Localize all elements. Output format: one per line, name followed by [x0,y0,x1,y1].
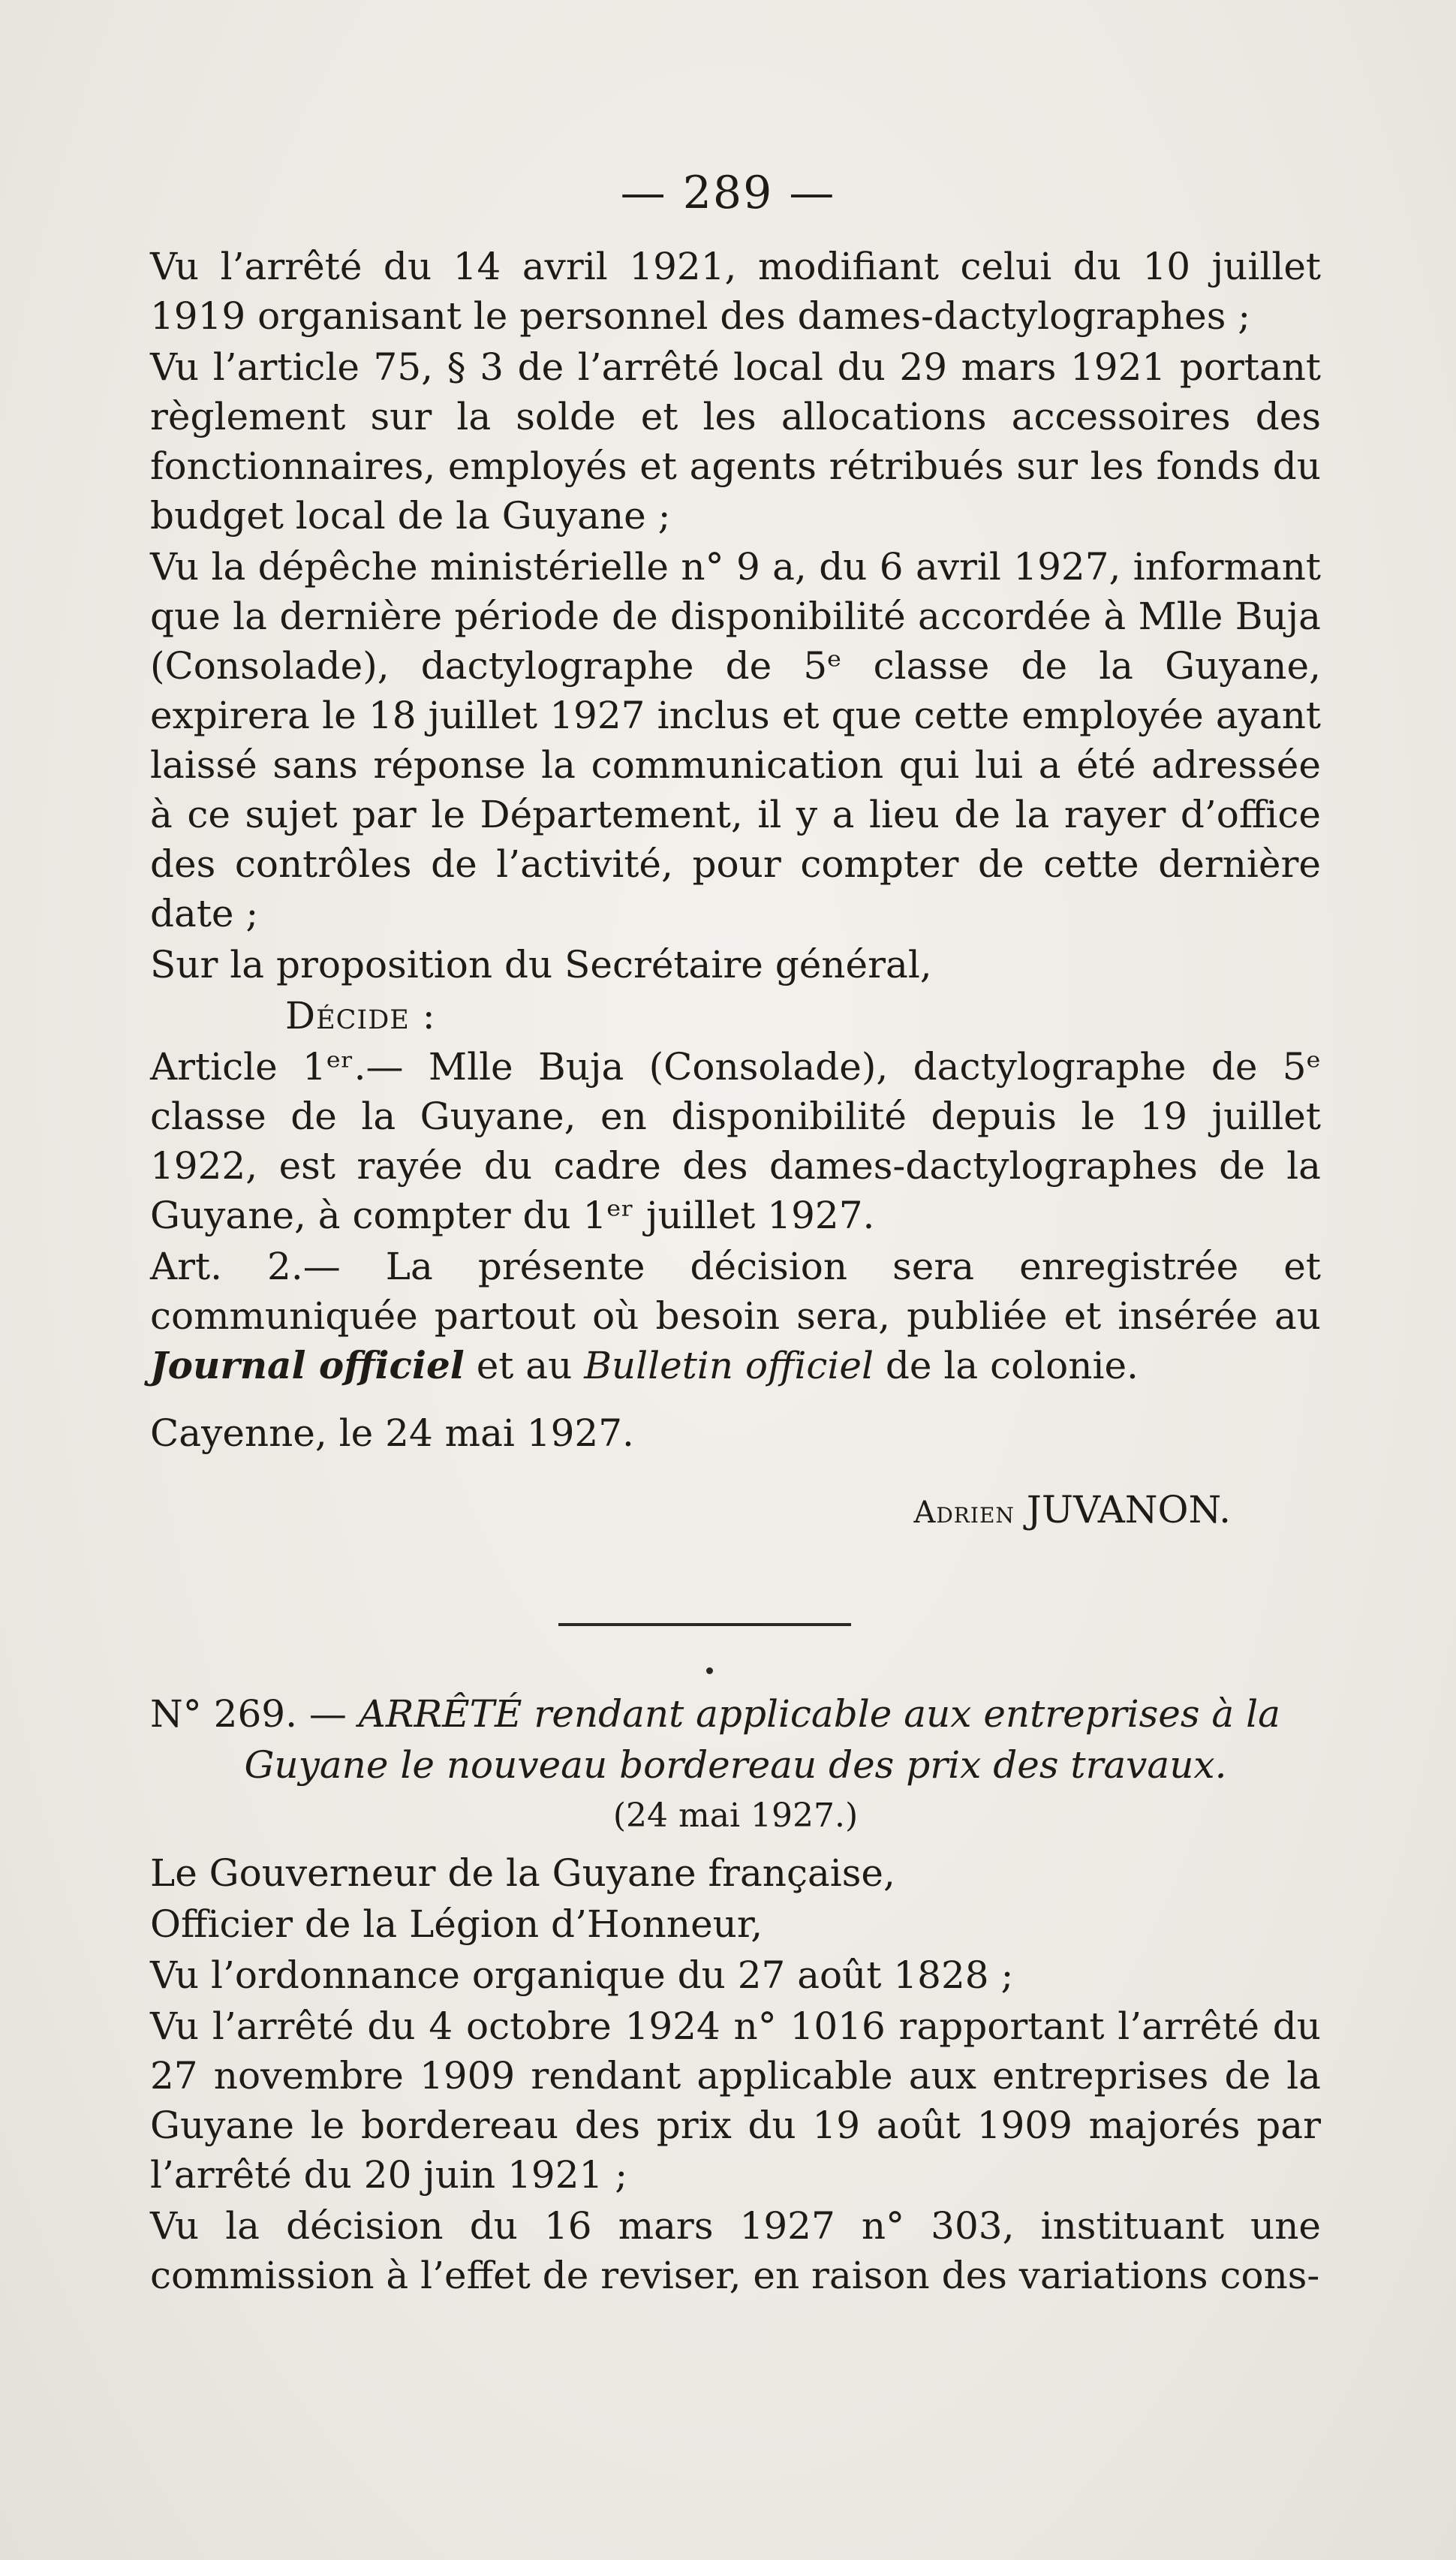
paragraph-vu-decision-1927: Vu la décision du 16 mars 1927 n° 303, instituant une commission à l’effet de reviser, en raison des variations cons- [150,2204,1321,2297]
decide-heading: Décide : [285,994,436,1038]
section-separator [558,1623,851,1626]
article-1-label: Article 1ᵉʳ.— [150,1045,404,1089]
article-2-label: Art. 2.— [150,1245,341,1288]
decree-269 [150,1689,1321,2302]
article-1-text: Mlle Buja (Consolade), dactylographe de 5ᵉ classe de la Guyane, en disponibilité depuis le 19 juillet 1922, est rayée du cadre des dames-dactylographes de la Guyane, à compter du 1ᵉʳ juillet 1927. [150,1045,1321,1237]
place-date: Cayenne, le 24 mai 1927. [150,1411,634,1455]
governor-line: Le Gouverneur de la Guyane française, [150,1851,895,1895]
article-2-journal: Journal officiel [150,1343,465,1387]
decree-date: (24 mai 1927.) [612,1797,859,1835]
paragraph-vu-arrete-1924: Vu l’arrêté du 4 octobre 1924 n° 1016 rapportant l’arrêté du 27 novembre 1909 rendant applicable aux entreprises de la Guyane le bordereau des prix du 19 août 1909 majorés par l’arrêté du 20 juin 1921 ; [150,2004,1321,2197]
article-2-bulletin: Bulletin officiel [584,1344,874,1387]
paragraph-vu-article-75: Vu l’article 75, § 3 de l’arrêté local du 29 mars 1921 portant règlement sur la solde et les allocations accessoires des fonctionnaires, employés et agents rétribués sur les fonds du budget local de la Guyane ; [150,345,1321,538]
paragraph-vu-arrete-1921: Vu l’arrêté du 14 avril 1921, modifiant celui du 10 juillet 1919 organisant le personnel des dames-dactylographes ; [150,245,1321,338]
paragraph-sur-proposition: Sur la proposition du Secrétaire général, [150,943,932,986]
separator-dot [706,1667,713,1674]
article-1 [150,1042,1321,1240]
article-2 [150,1242,1321,1390]
decree-title-line-1 [150,1689,1321,1739]
signature-last-name: JUVANON. [1026,1488,1231,1531]
decree-title-a: ARRÊTÉ rendant applicable aux entreprises à la [358,1692,1280,1736]
decree-title-line-2: Guyane le nouveau bordereau des prix des travaux. [244,1743,1227,1787]
officer-line: Officier de la Légion d’Honneur, [150,1902,763,1946]
signature [150,1485,1321,1538]
paragraph-vu-ordonnance: Vu l’ordonnance organique du 27 août 1828 ; [150,1953,1014,1997]
article-2-text-b: et au [464,1344,585,1387]
article-2-text-a: La présente décision sera enregistrée et communiquée partout où besoin sera, publiée et insérée au [150,1245,1321,1338]
page-number: — 289 — [620,167,836,219]
decree-number: N° 269. — [150,1692,347,1736]
article-2-text-c: de la colonie. [873,1344,1139,1387]
signature-first-name: Adrien [913,1495,1015,1530]
decision-268-body [150,242,1321,1539]
paragraph-vu-depeche: Vu la dépêche ministérielle n° 9 a, du 6 avril 1927, informant que la dernière période de disponibilité accordée à Mlle Buja (Consolade), dactylographe de 5ᵉ classe de la Guyane, expirera le 18 juillet 1927 inclus et que cette employée ayant laissé sans réponse la communication qui lui a été adressée à ce sujet par le Département, il y a lieu de la rayer d’office des contrôles de l’activité, pour compter de cette dernière date ; [150,545,1321,935]
